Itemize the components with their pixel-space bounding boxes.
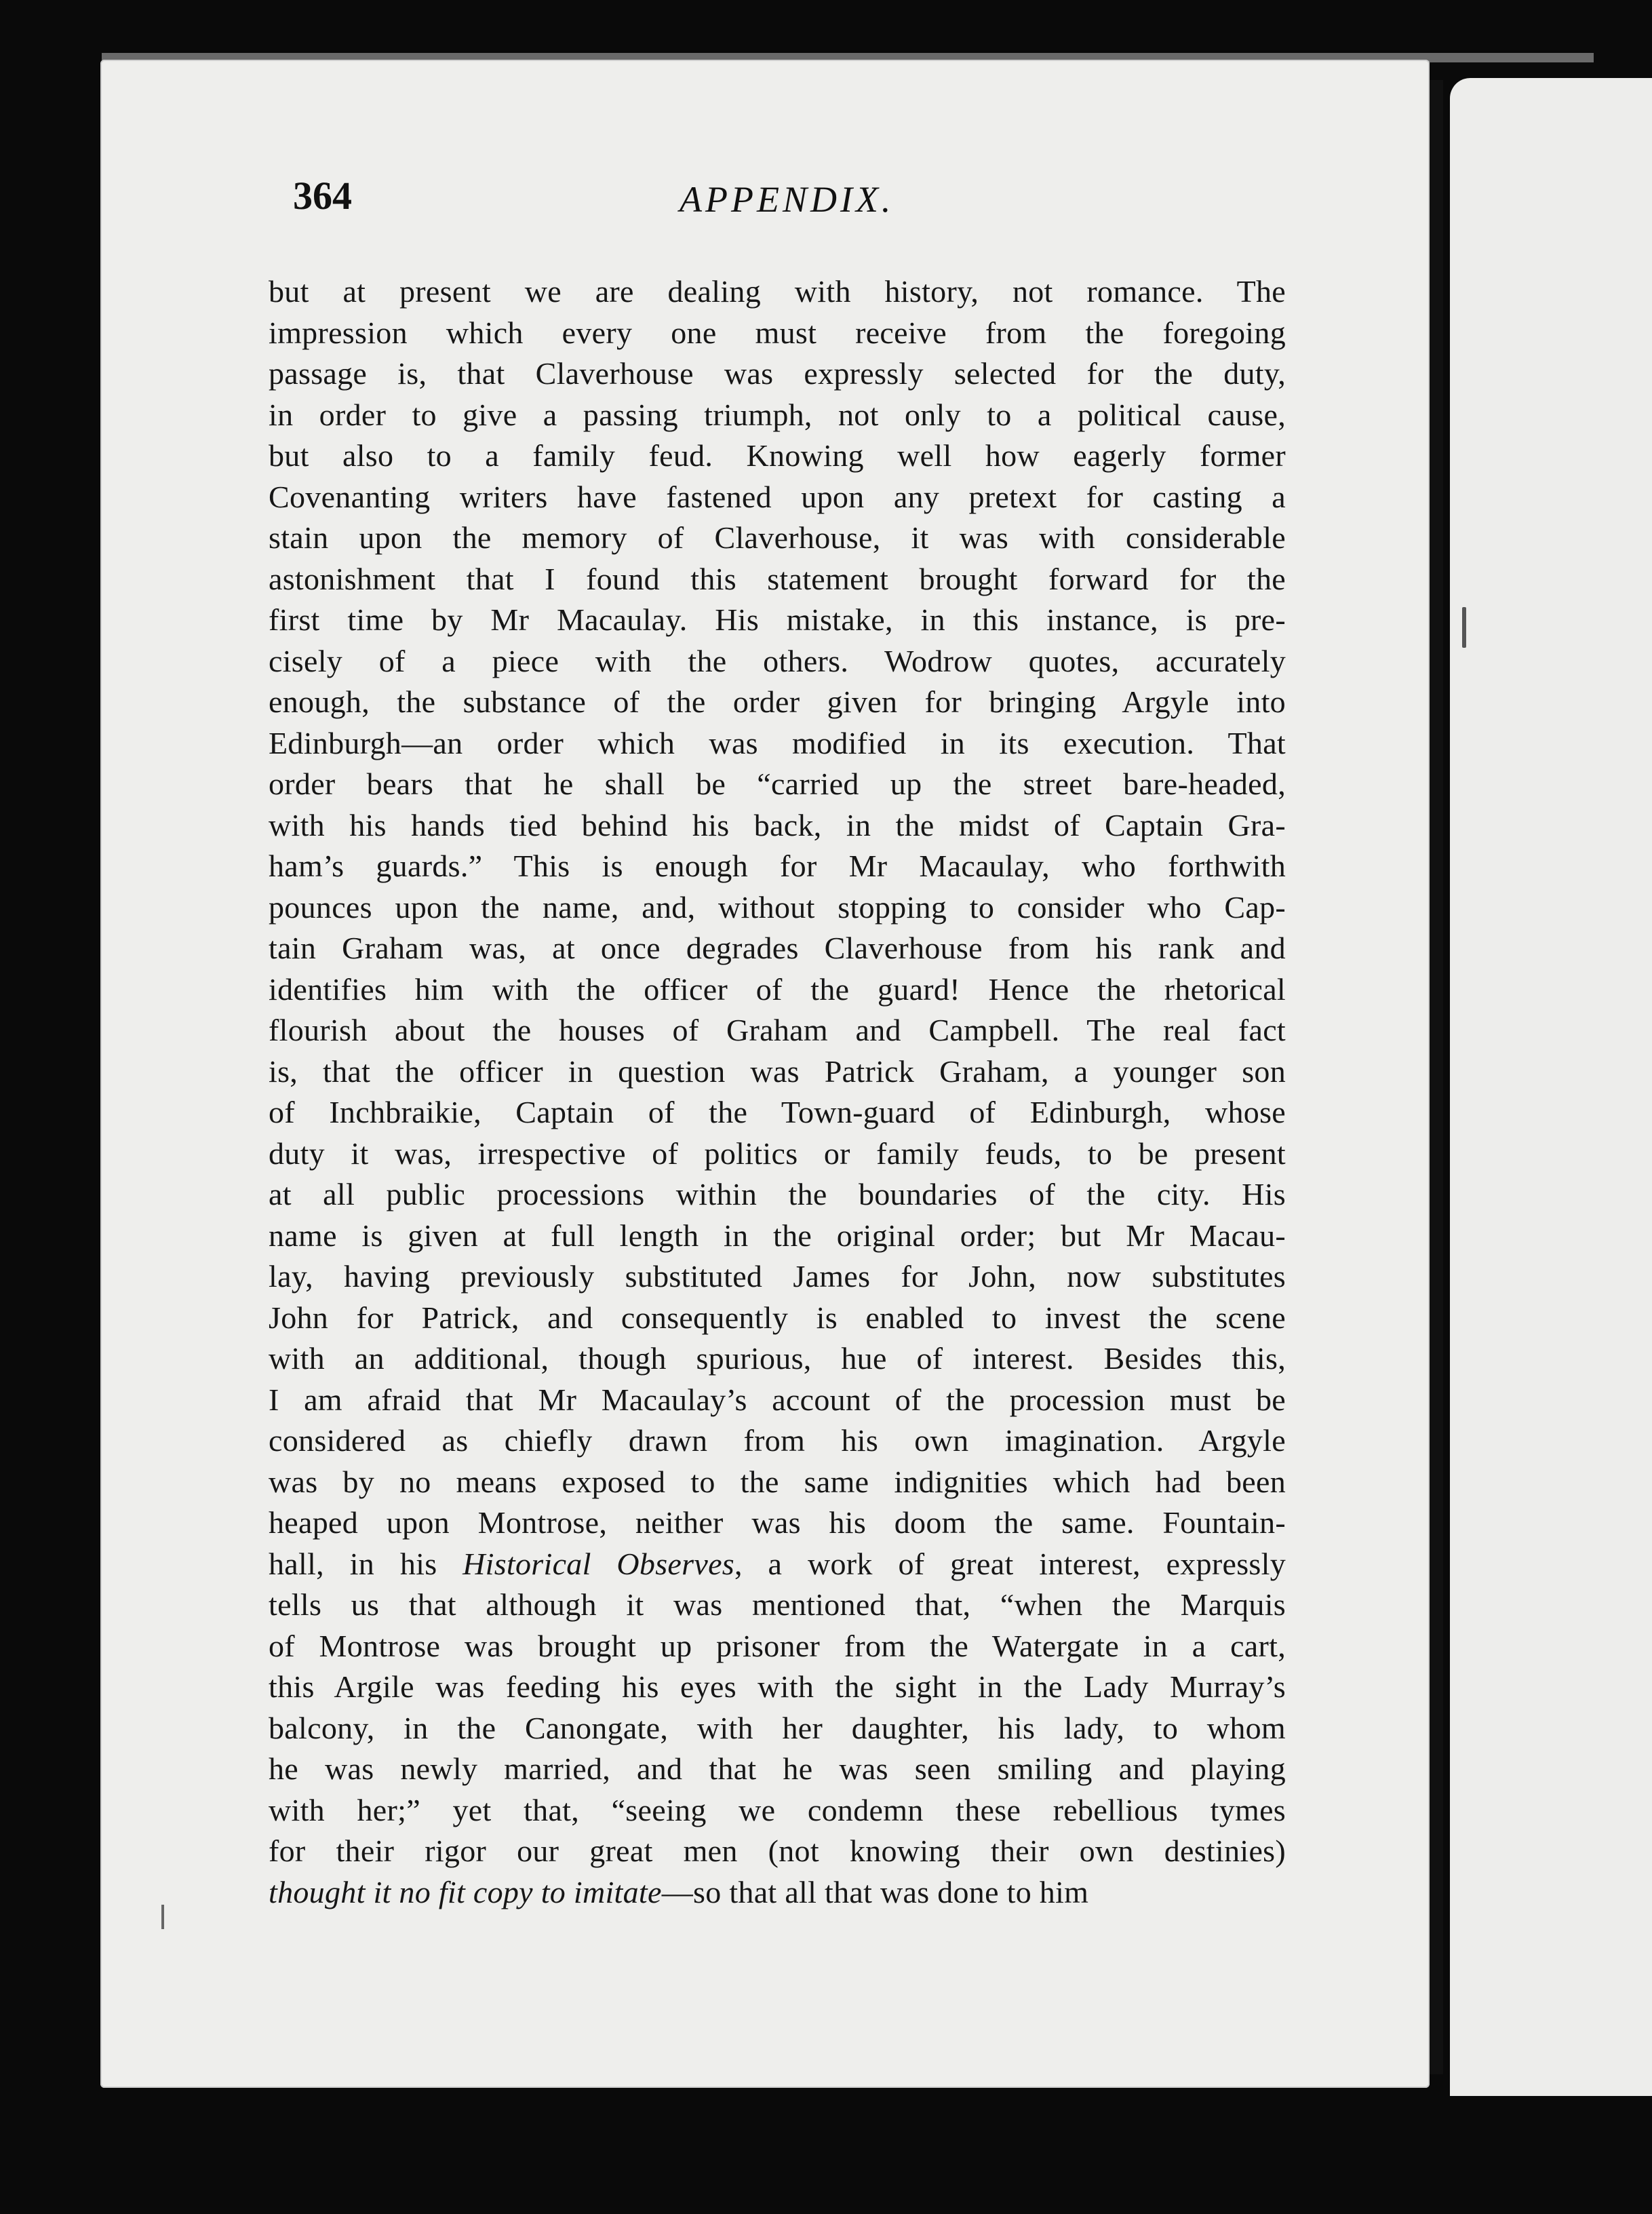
- text-line: but at present we are dealing with history, not romance. The: [269, 274, 1286, 309]
- text-line: impression which every one must receive from the foregoing: [269, 315, 1286, 350]
- body-text: [269, 271, 1286, 1926]
- book-gutter: [1430, 80, 1443, 2074]
- text-line: Covenanting writers have fastened upon any pretext for casting a: [269, 479, 1286, 514]
- text-line: I am afraid that Mr Macaulay’s account of the procession must be: [269, 1382, 1286, 1417]
- text-line: but also to a family feud. Knowing well how eagerly former: [269, 438, 1286, 473]
- text-line: of Inchbraikie, Captain of the Town-guard of Edinburgh, whose: [269, 1095, 1286, 1129]
- text-line: he was newly married, and that he was seen smiling and playing: [269, 1751, 1286, 1786]
- text-line: balcony, in the Canongate, with her daughter, his lady, to whom: [269, 1710, 1286, 1745]
- text-line: cisely of a piece with the others. Wodrow quotes, accurately: [269, 643, 1286, 678]
- text-line: considered as chiefly drawn from his own imagination. Argyle: [269, 1423, 1286, 1458]
- text-line: of Montrose was brought up prisoner from the Watergate in a cart,: [269, 1628, 1286, 1663]
- text-line: lay, having previously substituted James for John, now substitutes: [269, 1259, 1286, 1294]
- facing-page: [1450, 78, 1652, 2096]
- page-number: 364: [293, 174, 352, 218]
- text-line: with her;” yet that, “seeing we condemn these rebellious tymes: [269, 1792, 1286, 1827]
- text-line: for their rigor our great men (not knowing their own destinies): [269, 1833, 1286, 1868]
- text-line: at all public processions within the boundaries of the city. His: [269, 1177, 1286, 1211]
- text-line: in order to give a passing triumph, not only to a political cause,: [269, 397, 1286, 432]
- text-line: pounces upon the name, and, without stopping to consider who Cap-: [269, 889, 1286, 925]
- text-line: this Argile was feeding his eyes with the sight in the Lady Murray’s: [269, 1669, 1286, 1704]
- text-line: stain upon the memory of Claverhouse, it was with considerable: [269, 520, 1286, 555]
- text-line: hall, in his Historical Observes, a work of great interest, expressly: [269, 1546, 1286, 1581]
- text-line: with an additional, though spurious, hue of interest. Besides this,: [269, 1341, 1286, 1376]
- text-line: order bears that he shall be “carried up the street bare-headed,: [269, 766, 1286, 801]
- page-header: [293, 173, 1297, 254]
- text-line: John for Patrick, and consequently is enabled to invest the scene: [269, 1300, 1286, 1335]
- text-line: flourish about the houses of Graham and Campbell. The real fact: [269, 1013, 1286, 1047]
- text-line: first time by Mr Macaulay. His mistake, in this instance, is pre-: [269, 602, 1286, 637]
- text-line: identifies him with the officer of the guard! Hence the rhetorical: [269, 971, 1286, 1007]
- facing-page-mark: [1462, 607, 1466, 648]
- text-line: Edinburgh—an order which was modified in its execution. That: [269, 725, 1286, 760]
- text-line: heaped upon Montrose, neither was his doom the same. Fountain-: [269, 1505, 1286, 1540]
- text-line: was by no means exposed to the same indignities which had been: [269, 1464, 1286, 1499]
- text-line: is, that the officer in question was Patrick Graham, a younger son: [269, 1053, 1286, 1089]
- text-line: tain Graham was, at once degrades Claverhouse from his rank and: [269, 931, 1286, 965]
- text-line: ham’s guards.” This is enough for Mr Macaulay, who forthwith: [269, 849, 1286, 883]
- margin-mark: [161, 1905, 164, 1929]
- text-line: with his hands tied behind his back, in the midst of Captain Gra-: [269, 807, 1286, 842]
- text-line: astonishment that I found this statement brought forward for the: [269, 561, 1286, 596]
- text-line: tells us that although it was mentioned that, “when the Marquis: [269, 1587, 1286, 1622]
- text-line: duty it was, irrespective of politics or family feuds, to be present: [269, 1135, 1286, 1171]
- text-line: passage is, that Claverhouse was expressly selected for the duty,: [269, 356, 1286, 391]
- running-head: APPENDIX.: [680, 179, 894, 220]
- text-line: thought it no fit copy to imitate—so that all that was done to him: [269, 1874, 1089, 1909]
- text-line: name is given at full length in the original order; but Mr Macau-: [269, 1218, 1286, 1253]
- text-line: enough, the substance of the order given for bringing Argyle into: [269, 684, 1286, 719]
